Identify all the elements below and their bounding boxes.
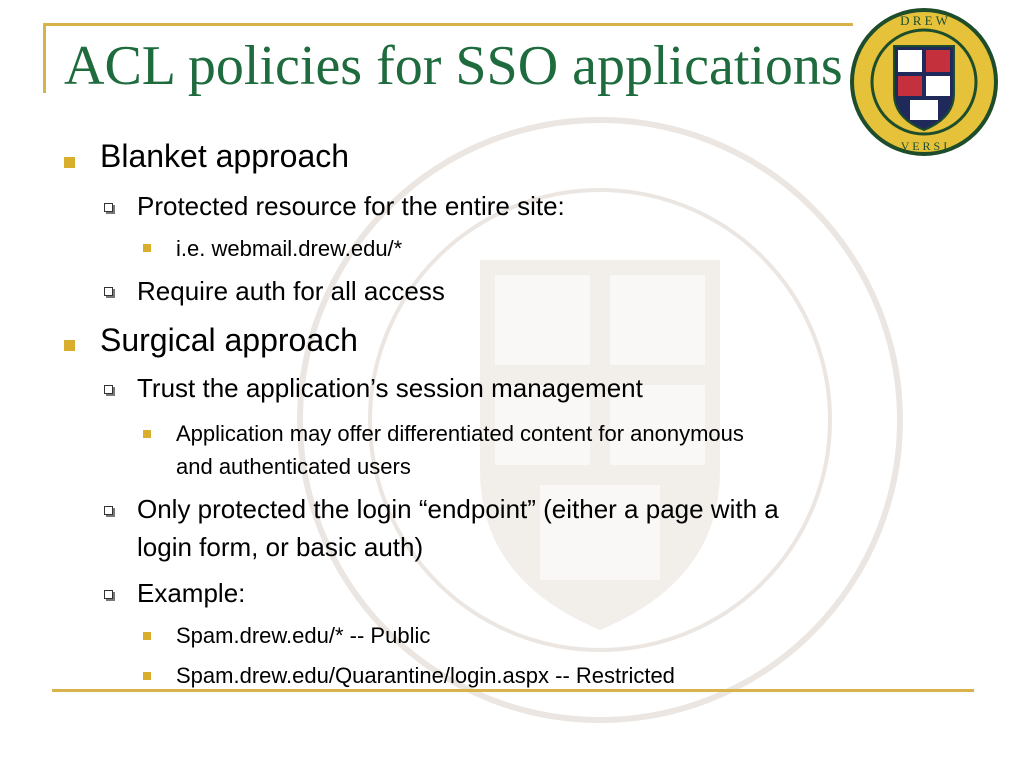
bullet-hollow-square-icon [104, 385, 113, 394]
bullet-webmail-example: i.e. webmail.drew.edu/* [176, 236, 403, 261]
bullet-square-icon [64, 157, 75, 168]
bullet-surgical-approach: Surgical approach [100, 322, 358, 358]
bullet-small-square-icon [143, 430, 151, 438]
svg-text:D R E W: D R E W [900, 13, 948, 28]
bullet-application-detail-line-2: and authenticated users [176, 454, 411, 479]
bullet-example-restricted: Spam.drew.edu/Quarantine/login.aspx -- Restricted [176, 663, 675, 688]
bullet-only-protected-line-2: login form, or basic auth) [137, 532, 424, 562]
bullet-trust-session: Trust the application’s session management [137, 373, 643, 403]
bullet-application-detail-line-1: Application may offer differentiated content for anonymous [176, 421, 744, 446]
svg-text:V E R S I: V E R S I [900, 139, 948, 153]
bottom-rule [52, 689, 974, 692]
bullet-protected-resource: Protected resource for the entire site: [137, 191, 565, 221]
slide-title: ACL policies for SSO applications [64, 35, 843, 97]
bullet-hollow-square-icon [104, 203, 113, 212]
bullet-hollow-square-icon [104, 287, 113, 296]
bullet-small-square-icon [143, 672, 151, 680]
bullet-only-protected-line-1: Only protected the login “endpoint” (either a page with a [137, 494, 779, 524]
bullet-hollow-square-icon [104, 506, 113, 515]
bullet-example-public: Spam.drew.edu/* -- Public [176, 623, 431, 648]
bullet-require-auth: Require auth for all access [137, 276, 445, 306]
bullet-square-icon [64, 340, 75, 351]
bullet-small-square-icon [143, 632, 151, 640]
bullet-small-square-icon [143, 244, 151, 252]
bullet-hollow-square-icon [104, 590, 113, 599]
bullet-blanket-approach: Blanket approach [100, 138, 350, 174]
bullet-example: Example: [137, 578, 246, 608]
